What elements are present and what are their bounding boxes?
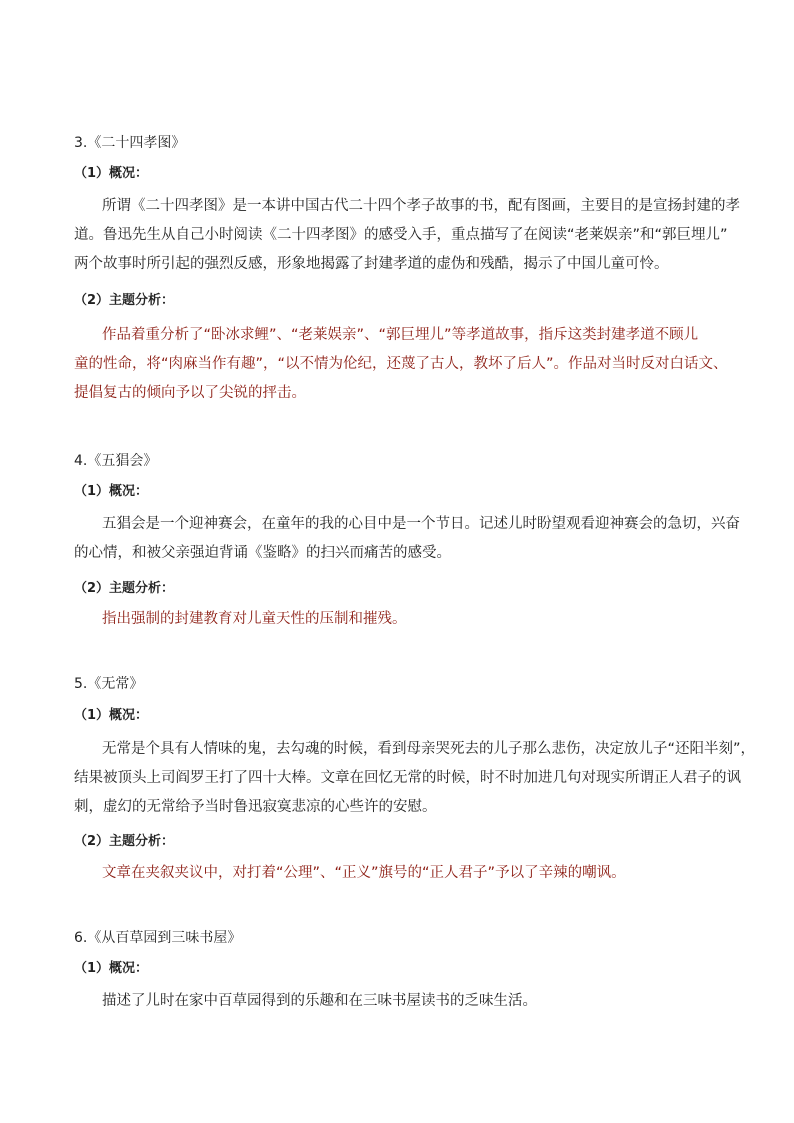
section-title: 4.《五猖会》 [74,453,158,469]
paragraph-line: 道。鲁迅先生从自己小时阅读《二十四孝图》的感受入手，重点描写了在阅读“老莱娱亲”和“郭巨埋儿” [74,227,728,243]
paragraph-line: 无常是个具有人情味的鬼，去勾魂的时候，看到母亲哭死去的儿子那么悲伤，决定放儿子“还阳半刻”， [102,741,756,757]
overview-label: （1）概况： [74,708,149,723]
paragraph-line: 所谓《二十四孝图》是一本讲中国古代二十四个孝子故事的书，配有图画，主要目的是宣扬封建的孝 [102,198,740,214]
paragraph-line: 童的性命，将“肉麻当作有趣”，“以不情为伦纪，还蔑了古人，教坏了后人”。作品对当时反对白话文、 [74,356,728,372]
overview-label: （1）概况： [74,484,149,499]
overview-paragraph [74,987,734,1016]
paragraph-line: 指出强制的封建教育对儿童天性的压制和摧残。 [102,611,407,627]
paragraph-line: 的心情，和被父亲强迫背诵《鉴略》的扫兴而痛苦的感受。 [74,545,451,561]
theme-paragraph [74,321,734,408]
theme-label: （2）主题分析： [74,293,175,308]
theme-paragraph [74,605,734,634]
section-title: 6.《从百草园到三味书屋》 [74,930,242,946]
overview-label: （1）概况： [74,166,149,181]
section-title: 5.《无常》 [74,676,144,692]
paragraph-line: 提倡复古的倾向予以了尖锐的抨击。 [74,385,306,401]
paragraph-line: 文章在夹叙夹议中，对打着“公理”、“正义”旗号的“正人君子”予以了辛辣的嘲讽。 [102,865,626,881]
theme-label: （2）主题分析： [74,581,175,596]
paragraph-line: 作品着重分析了“卧冰求鲤”、“老莱娱亲”、“郭巨埋儿”等孝道故事，指斥这类封建孝道不顾儿 [102,327,699,343]
paragraph-line: 描述了儿时在家中百草园得到的乐趣和在三味书屋读书的乏味生活。 [102,993,537,1009]
paragraph-line: 五猖会是一个迎神赛会，在童年的我的心目中是一个节日。记述儿时盼望观看迎神赛会的急切，兴奋 [102,516,740,532]
theme-paragraph [74,859,734,888]
paragraph-line: 结果被顶头上司阎罗王打了四十大棒。文章在回忆无常的时候，时不时加进几句对现实所谓正人君子的讽 [74,770,741,786]
overview-paragraph [74,510,740,568]
overview-label: （1）概况： [74,961,149,976]
overview-paragraph [74,735,756,822]
section-title: 3.《二十四孝图》 [74,135,186,151]
paragraph-line: 两个故事时所引起的强烈反感，形象地揭露了封建孝道的虚伪和残酷，揭示了中国儿童可怜。 [74,256,669,272]
theme-label: （2）主题分析： [74,834,175,849]
overview-paragraph [74,192,740,279]
paragraph-line: 刺，虚幻的无常给予当时鲁迅寂寞悲凉的心些许的安慰。 [74,799,437,815]
